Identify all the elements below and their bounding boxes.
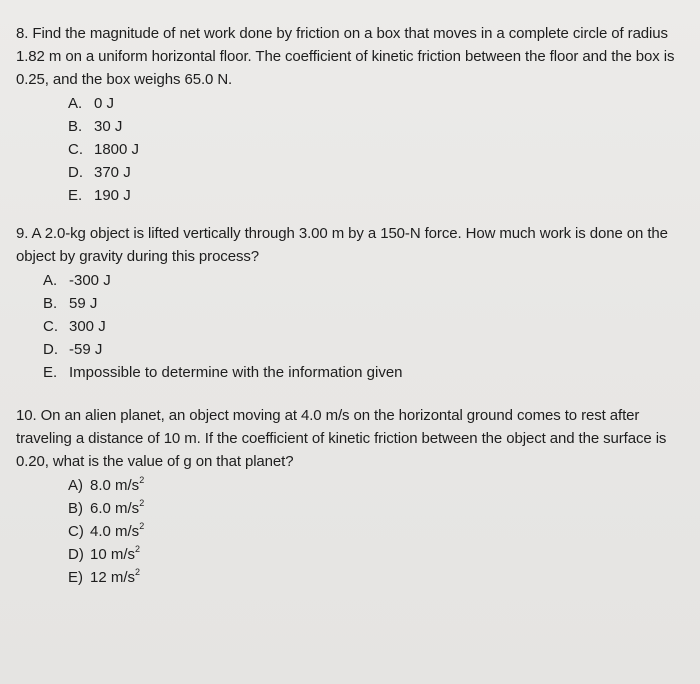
exponent: 2 xyxy=(135,567,141,577)
option-value-text: 12 m/s xyxy=(90,569,136,586)
option-a xyxy=(68,92,692,115)
option-value: 1800 J xyxy=(94,141,140,158)
option-letter: D) xyxy=(68,546,84,563)
option-value xyxy=(90,566,140,589)
option-value xyxy=(90,497,144,520)
question-text: 9. A 2.0-kg object is lifted vertically through 3.00 m by a 150-N force. How much work is done on the object by gravity during this process? xyxy=(16,225,668,265)
option-value-text: 4.0 m/s xyxy=(90,523,140,540)
option-value: 190 J xyxy=(94,187,131,204)
option-letter: E. xyxy=(43,364,58,381)
option-c xyxy=(68,138,692,161)
option-letter: B. xyxy=(43,295,58,312)
option-d xyxy=(68,161,692,184)
option-letter: B. xyxy=(68,118,83,135)
option-letter: E) xyxy=(68,569,83,586)
exponent: 2 xyxy=(135,544,141,554)
option-c xyxy=(68,520,692,543)
option-letter: D. xyxy=(43,341,58,358)
option-value: 30 J xyxy=(94,118,123,135)
option-a xyxy=(43,269,692,292)
option-letter: C. xyxy=(68,141,83,158)
options-list xyxy=(16,474,692,589)
question-text: 8. Find the magnitude of net work done by friction on a box that moves in a complete circle of radius 1.82 m on a uniform horizontal floor. The coefficient of kinetic friction between the floor and the box is 0.25, and the box weighs 65.0 N. xyxy=(16,25,675,88)
option-d xyxy=(43,338,692,361)
question-8 xyxy=(16,22,692,207)
option-c xyxy=(43,315,692,338)
options-list xyxy=(16,92,692,207)
option-letter: E. xyxy=(68,187,83,204)
question-10 xyxy=(16,404,692,589)
option-value: Impossible to determine with the information given xyxy=(69,364,403,381)
option-letter: C. xyxy=(43,318,58,335)
options-list xyxy=(16,269,692,384)
option-value-text: 6.0 m/s xyxy=(90,500,140,517)
option-value: 59 J xyxy=(69,295,98,312)
exponent: 2 xyxy=(139,521,145,531)
option-value: 0 J xyxy=(94,95,115,112)
exponent: 2 xyxy=(139,475,145,485)
question-9 xyxy=(16,222,692,384)
option-value-text: 8.0 m/s xyxy=(90,477,140,494)
question-text: 10. On an alien planet, an object moving at 4.0 m/s on the horizontal ground comes to rest after traveling a distance of 10 m. If the coefficient of kinetic friction between the object and the surface is 0.20, what is the value of g on that planet? xyxy=(16,407,667,470)
option-value-text: 10 m/s xyxy=(90,546,136,563)
option-letter: D. xyxy=(68,164,83,181)
option-letter: A. xyxy=(68,95,83,112)
option-value: 370 J xyxy=(94,164,131,181)
option-value xyxy=(90,520,144,543)
option-e xyxy=(43,361,692,384)
option-value: -59 J xyxy=(69,341,103,358)
option-letter: A. xyxy=(43,272,58,289)
option-letter: C) xyxy=(68,523,84,540)
option-e xyxy=(68,566,692,589)
exponent: 2 xyxy=(139,498,145,508)
option-b xyxy=(68,497,692,520)
option-letter: B) xyxy=(68,500,83,517)
option-value xyxy=(90,474,144,497)
option-a xyxy=(68,474,692,497)
option-e xyxy=(68,184,692,207)
option-d xyxy=(68,543,692,566)
option-letter: A) xyxy=(68,477,83,494)
option-value xyxy=(90,543,140,566)
option-value: 300 J xyxy=(69,318,106,335)
option-b xyxy=(68,115,692,138)
option-value: -300 J xyxy=(69,272,111,289)
option-b xyxy=(43,292,692,315)
